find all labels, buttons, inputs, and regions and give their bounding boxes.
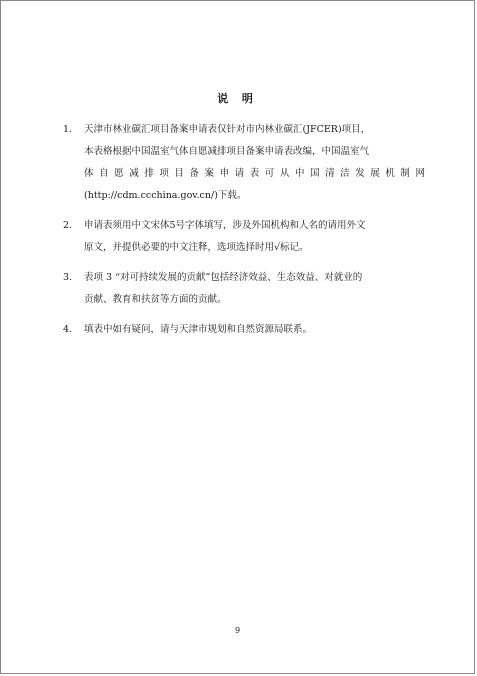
item-number: 4. [63,324,73,335]
instruction-item-1 [63,119,425,207]
item-text-line: 体自愿减排项目备案申请表可从中国清洁发展机制网 [84,168,425,179]
item-text-line: 原文，并提供必要的中文注释，选项选择时用√标记。 [84,242,309,253]
item-text-line: 表项 3 “对可持续发展的贡献”包括经济效益、生态效益、对就业的 [84,272,363,283]
item-number: 3. [63,272,73,283]
instruction-list [63,119,425,349]
item-text-line: 申请表须用中文宋体5号字体填写，涉及外国机构和人名的请用外文 [84,220,366,231]
item-text-line: 本表格根据中国温室气体自愿减排项目备案申请表改编，中国温室气 [84,146,370,157]
instruction-item-4 [63,319,425,341]
item-number: 1. [63,124,73,135]
page-number: 9 [234,626,241,635]
instruction-item-3 [63,267,425,311]
item-text-line: 天津市林业碳汇项目备案申请表仅针对市内林业碳汇(JFCER)项目， [84,124,371,135]
item-text-line: (http://cdm.ccchina.gov.cn/)下载。 [84,190,247,201]
item-text-line: 填表中如有疑问，请与天津市规划和自然资源局联系。 [84,324,313,335]
instruction-item-2 [63,215,425,259]
page-title: 说 明 [217,92,258,105]
item-text-line: 贡献、教育和扶贫等方面的贡献。 [84,294,227,305]
item-number: 2. [63,220,73,231]
